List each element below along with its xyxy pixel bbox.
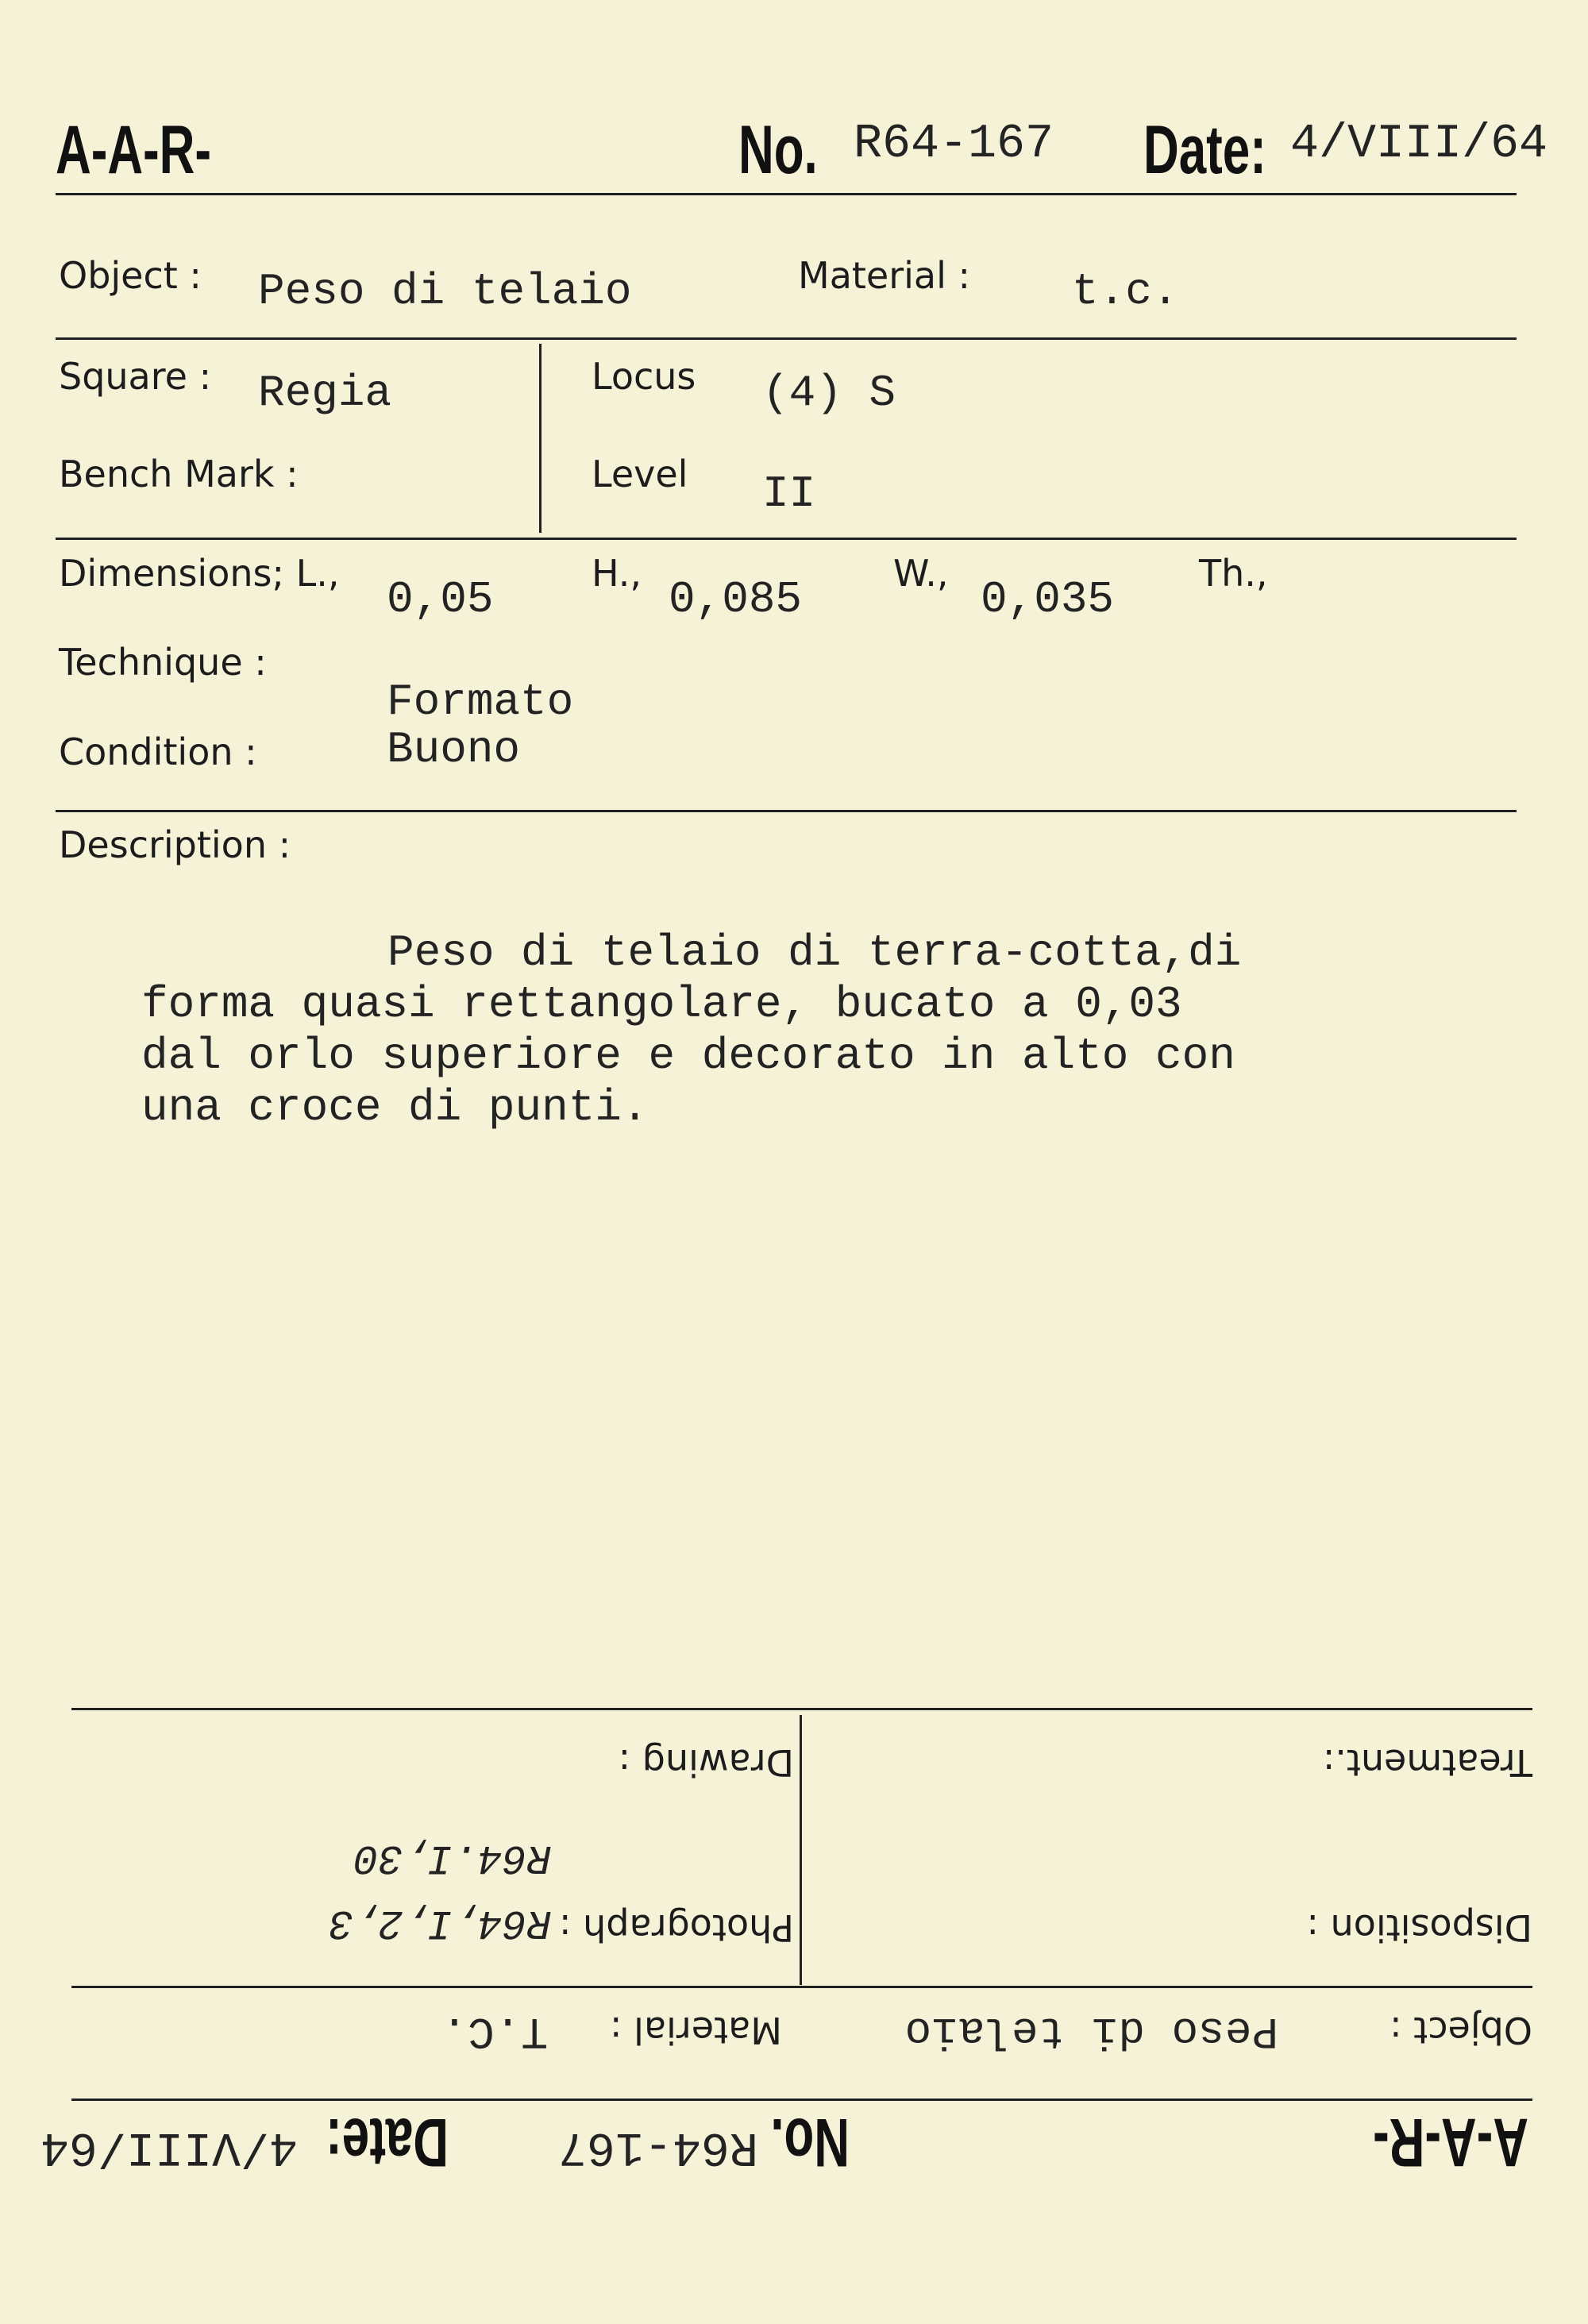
description-label: Description : bbox=[59, 823, 291, 866]
date-value: 4/VIII/64 bbox=[1290, 118, 1548, 172]
bench-mark-label: Bench Mark : bbox=[59, 453, 299, 495]
description-line: una croce di punti. bbox=[141, 1082, 649, 1133]
inverted-date-label: Date: bbox=[326, 2104, 449, 2180]
dimension-width: 0,035 bbox=[981, 574, 1115, 625]
inverted-object-rule bbox=[71, 1986, 1532, 1988]
date-label: Date: bbox=[1143, 112, 1266, 188]
width-label: W., bbox=[893, 552, 949, 595]
object-value: Peso di telaio bbox=[258, 266, 632, 317]
inverted-material-label: Material : bbox=[610, 2009, 782, 2052]
technique-label: Technique : bbox=[59, 641, 267, 684]
inverted-date-value: 4/VIII/64 bbox=[40, 2119, 298, 2173]
series-code: A-A-R- bbox=[56, 112, 212, 188]
inverted-series-code: A-A-R- bbox=[1372, 2104, 1528, 2180]
level-label: Level bbox=[592, 453, 688, 495]
condition-label: Condition : bbox=[59, 730, 257, 773]
level-value: II bbox=[762, 468, 816, 519]
material-value: t.c. bbox=[1072, 266, 1179, 317]
inverted-photograph-ref-2: R64.I,30 bbox=[353, 1834, 552, 1881]
locus-value: (4) S bbox=[762, 368, 896, 418]
technique-value: Formato bbox=[387, 676, 574, 727]
material-label: Material : bbox=[798, 254, 970, 297]
inverted-object-value: Peso di telaio bbox=[904, 2006, 1278, 2056]
dimension-length: 0,05 bbox=[387, 574, 494, 625]
inverted-material-value: T.C. bbox=[441, 2006, 548, 2056]
inverted-drawing-label: Drawing : bbox=[618, 1741, 794, 1784]
number-label: No. bbox=[738, 112, 818, 188]
inverted-treatment-label: Treatment.: bbox=[1322, 1741, 1532, 1784]
inverted-bottom-rule bbox=[71, 1708, 1532, 1710]
inverted-header-rule bbox=[71, 2099, 1532, 2101]
inverted-disposition-label: Disposition : bbox=[1306, 1906, 1532, 1949]
condition-value: Buono bbox=[387, 724, 521, 775]
thickness-label: Th., bbox=[1199, 552, 1268, 595]
square-value: Regia bbox=[258, 368, 392, 418]
dimensions-label: Dimensions; L., bbox=[59, 552, 340, 595]
inverted-number-label: No. bbox=[770, 2104, 850, 2180]
height-label: H., bbox=[592, 552, 642, 595]
description-line: Peso di telaio di terra-cotta,di bbox=[387, 927, 1242, 978]
inverted-photograph-label: Photograph : bbox=[559, 1906, 794, 1949]
description-line: dal orlo superiore e decorato in alto con bbox=[141, 1031, 1235, 1081]
inverted-object-label: Object : bbox=[1390, 2009, 1532, 2052]
description-line: forma quasi rettangolare, bucato a 0,03 bbox=[141, 979, 1182, 1030]
inverted-number-value: R64-167 bbox=[557, 2119, 758, 2173]
dimension-height: 0,085 bbox=[669, 574, 803, 625]
number-value: R64-167 bbox=[854, 118, 1054, 172]
square-label: Square : bbox=[59, 355, 212, 398]
locus-label: Locus bbox=[592, 355, 696, 398]
object-label: Object : bbox=[59, 254, 202, 297]
inverted-photograph-ref-1: R64,I,2,3 bbox=[329, 1899, 552, 1946]
inverted-divider bbox=[800, 1715, 802, 1985]
